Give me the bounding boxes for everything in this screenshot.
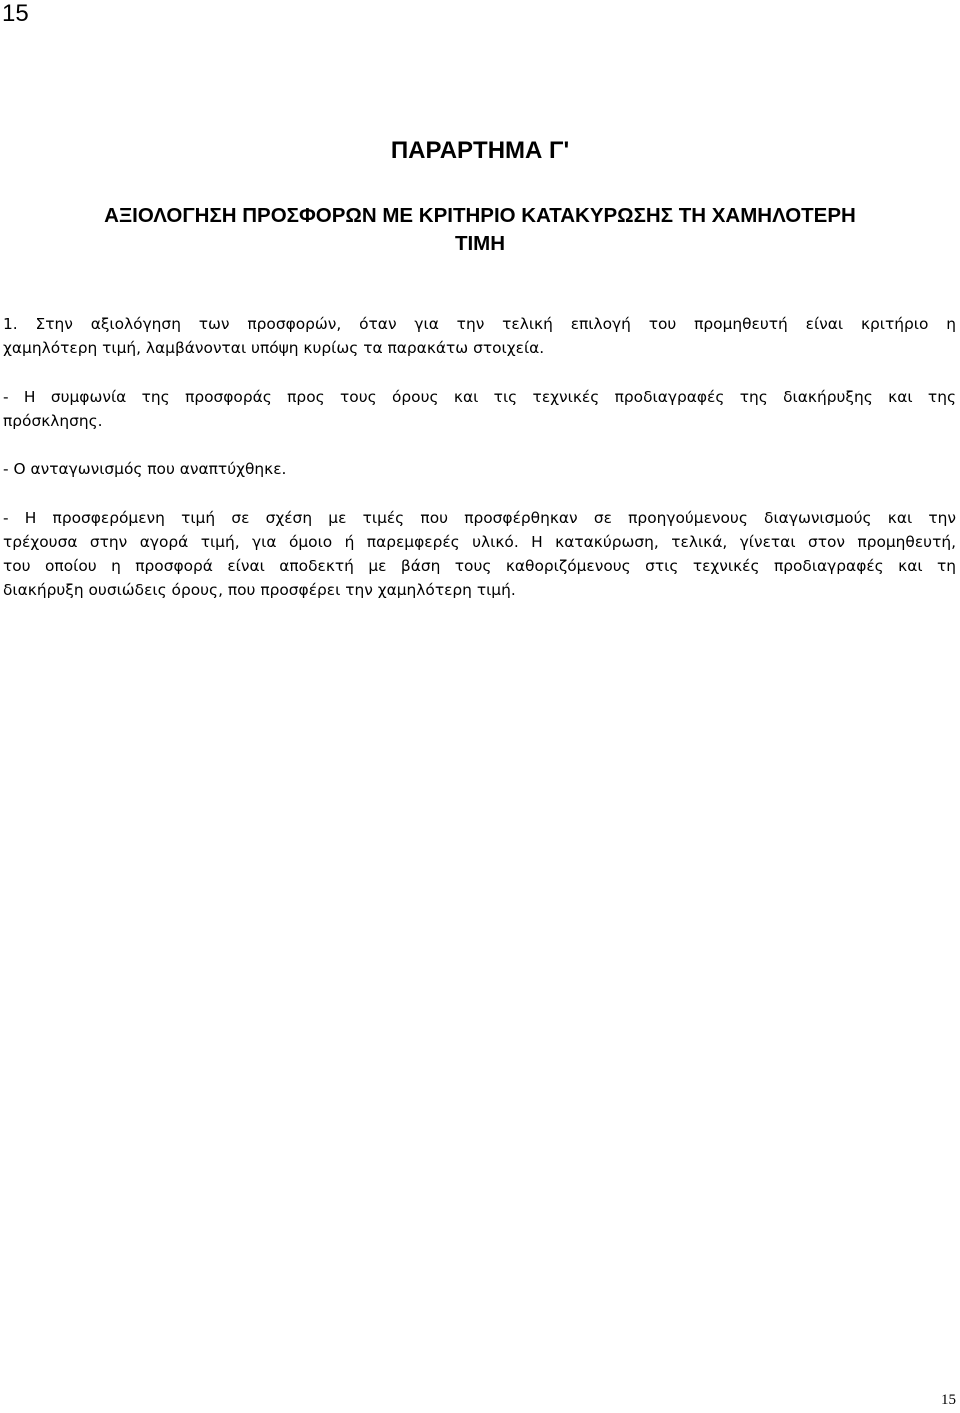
paragraph-evaluation-criteria <box>3 312 956 360</box>
paragraph-compliance <box>3 385 956 433</box>
page-number-top: 15 <box>2 0 29 27</box>
annex-title: ΠΑΡΑΡΤΗΜΑ Γ' <box>390 137 570 164</box>
paragraph-line: χαμηλότερη τιμή, λαμβάνονται υπόψη κυρίως τα παρακάτω στοιχεία. <box>3 339 545 357</box>
paragraph-competition <box>3 457 956 481</box>
section-title-line-2: ΤΙΜΗ <box>454 232 506 255</box>
paragraph-line: - Η συμφωνία της προσφοράς προς τους όρους και τις τεχνικές προδιαγραφές της διακήρυξης και της <box>3 388 956 406</box>
paragraph-line: τρέχουσα στην αγορά τιμή, για όμοιο ή παρεμφερές υλικό. Η κατακύρωση, τελικά, γίνεται στον προμηθευτή, <box>3 533 956 551</box>
section-title <box>0 202 960 258</box>
paragraph-line: του οποίου η προσφορά είναι αποδεκτή με βάση τους καθοριζόμενους στις τεχνικές προδιαγραφές και τη <box>3 557 956 575</box>
paragraph-line: - Ο ανταγωνισμός που αναπτύχθηκε. <box>3 460 287 478</box>
paragraph-price-comparison <box>3 506 956 602</box>
paragraph-line: 1. Στην αξιολόγηση των προσφορών, όταν για την τελική επιλογή του προμηθευτή είναι κριτήριο η <box>3 315 956 333</box>
paragraph-line: πρόσκλησης. <box>3 412 103 430</box>
paragraph-line: διακήρυξη ουσιώδεις όρους, που προσφέρει την χαμηλότερη τιμή. <box>3 581 516 599</box>
page-number-bottom: 15 <box>941 1392 956 1408</box>
paragraph-line: - Η προσφερόμενη τιμή σε σχέση με τιμές που προσφέρθηκαν σε προηγούμενους διαγωνισμούς και την <box>3 509 956 527</box>
section-title-line-1: ΑΞΙΟΛΟΓΗΣΗ ΠΡΟΣΦΟΡΩΝ ΜΕ ΚΡΙΤΗΡΙΟ ΚΑΤΑΚΥΡΩΣΗΣ ΤΗ ΧΑΜΗΛΟΤΕΡΗ <box>104 204 856 227</box>
